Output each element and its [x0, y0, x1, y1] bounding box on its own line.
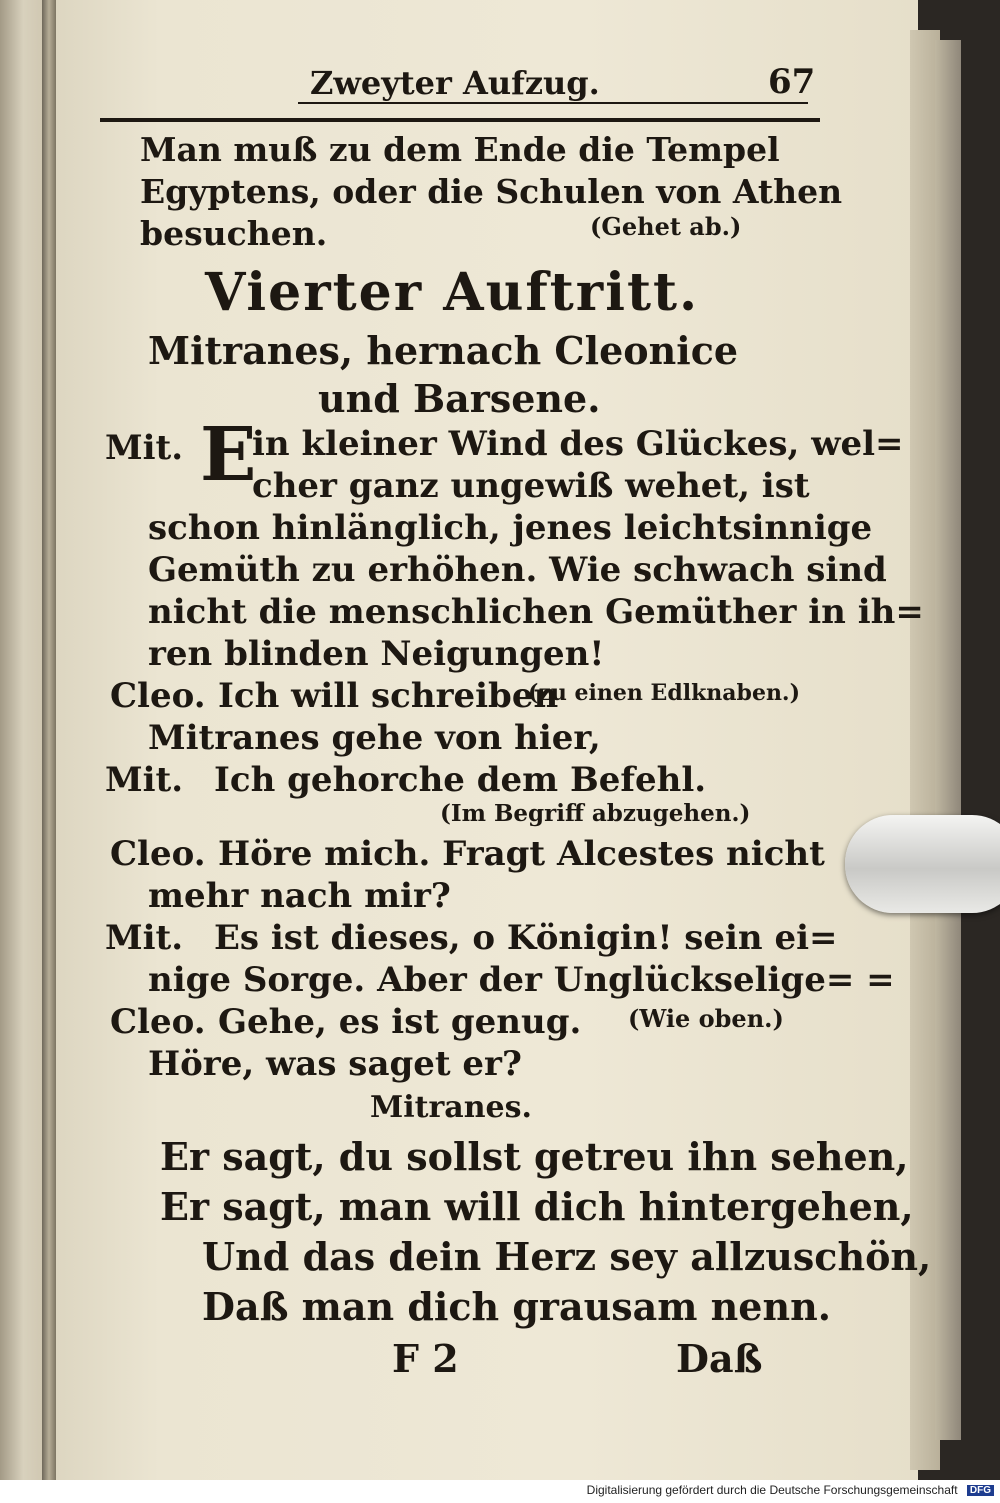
catchword: Daß — [676, 1336, 763, 1381]
page-stack-edge-back — [935, 40, 961, 1440]
text-line: cher ganz ungewiß wehet, ist — [252, 466, 810, 506]
speaker-label: Cleo. — [110, 834, 206, 874]
dfg-logo: DFG — [967, 1485, 994, 1496]
page-number: 67 — [768, 62, 816, 102]
cast-list: Mitranes, hernach Cleonice — [148, 328, 739, 373]
text-line: in kleiner Wind des Glückes, wel= — [252, 424, 904, 464]
text-line: Ich will schreiben — [218, 676, 559, 716]
digitization-credit — [587, 1483, 994, 1497]
text-line: Höre, was saget er? — [148, 1044, 522, 1084]
text-line: nige Sorge. Aber der Unglückselige= = — [148, 960, 895, 1000]
text-line: Gemüth zu erhöhen. Wie schwach sind — [148, 550, 887, 590]
speaker-label: Mit. — [105, 918, 184, 958]
bookmark-clip — [845, 815, 1000, 913]
text-line: besuchen. — [140, 214, 328, 253]
text-line: Höre mich. Fragt Alcestes nicht — [218, 834, 825, 874]
signature-mark: F 2 — [392, 1336, 459, 1381]
text-line: Es ist dieses, o Königin! sein ei= — [214, 918, 838, 958]
text-line: Man muß zu dem Ende die Tempel — [140, 130, 780, 169]
aria-speaker: Mitranes. — [370, 1090, 532, 1125]
text-line: ren blinden Neigungen! — [148, 634, 605, 674]
text-line: Gehe, es ist genug. — [218, 1002, 582, 1042]
verse-line: Daß man dich grausam nenn. — [202, 1284, 831, 1329]
text-line: Ich gehorche dem Befehl. — [214, 760, 707, 800]
scene-title: Vierter Auftritt. — [205, 262, 700, 323]
speaker-label: Cleo. — [110, 1002, 206, 1042]
speaker-label: Mit. — [105, 428, 184, 468]
text-line: Mitranes gehe von hier, — [148, 718, 601, 758]
verse-line: Er sagt, man will dich hintergehen, — [160, 1184, 914, 1229]
credit-text: Digitalisierung gefördert durch die Deutsche Forschungsgemeinschaft — [586, 1483, 958, 1497]
header-underline — [298, 102, 808, 104]
stage-direction: (Gehet ab.) — [590, 212, 742, 241]
stage-direction: (Im Begriff abzugehen.) — [440, 800, 751, 827]
speaker-label: Cleo. — [110, 676, 206, 716]
running-title: Zweyter Aufzug. — [310, 64, 600, 102]
speaker-label: Mit. — [105, 760, 184, 800]
text-line: Egyptens, oder die Schulen von Athen — [140, 172, 843, 211]
verse-line: Und das dein Herz sey allzuschön, — [202, 1234, 932, 1279]
text-line: schon hinlänglich, jenes leichtsinnige — [148, 508, 873, 548]
stage-direction: (Wie oben.) — [628, 1004, 784, 1033]
verse-line: Er sagt, du sollst getreu ihn sehen, — [160, 1134, 909, 1179]
drop-cap: E — [200, 412, 257, 498]
cast-list: und Barsene. — [318, 376, 601, 421]
stage-direction: (zu einen Edlknaben.) — [528, 680, 801, 706]
header-rule — [100, 118, 820, 122]
text-line: mehr nach mir? — [148, 876, 451, 916]
binding-gutter — [42, 0, 56, 1480]
text-line: nicht die menschlichen Gemüther in ih= — [148, 592, 924, 632]
